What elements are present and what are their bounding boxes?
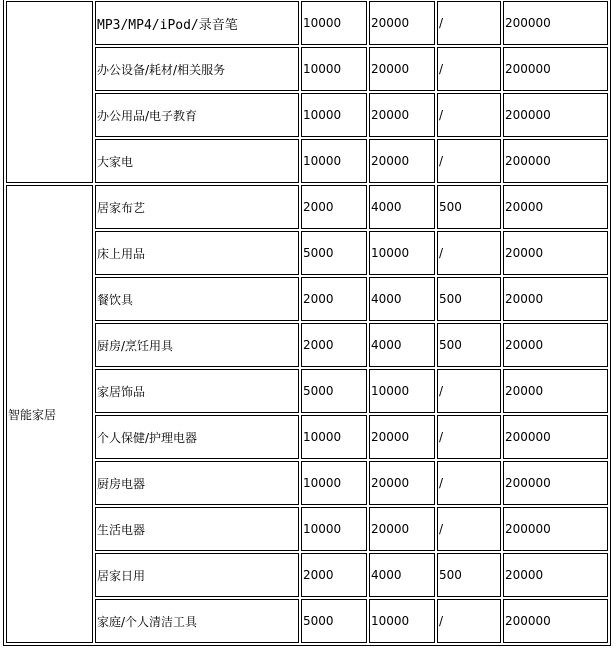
value-cell-col1: 10000 [301, 47, 367, 91]
table-row [6, 553, 608, 597]
value-cell-col1: 10000 [301, 507, 367, 551]
value-cell-col3: / [437, 1, 501, 45]
value-cell-col3: / [437, 507, 501, 551]
value-cell-col3: / [437, 231, 501, 275]
value-cell-col4: 20000 [503, 277, 608, 321]
value-cell-col2: 20000 [369, 139, 435, 183]
value-cell-col2: 4000 [369, 553, 435, 597]
subcategory-cell: 生活电器 [95, 507, 299, 551]
table-row [6, 93, 608, 137]
value-cell-col3: / [437, 461, 501, 505]
value-cell-col3: / [437, 415, 501, 459]
subcategory-cell: 餐饮具 [95, 277, 299, 321]
fee-table [3, 0, 611, 646]
value-cell-col2: 10000 [369, 599, 435, 643]
subcategory-cell: MP3/MP4/iPod/录音笔 [95, 1, 299, 45]
subcategory-cell: 床上用品 [95, 231, 299, 275]
value-cell-col3: / [437, 93, 501, 137]
table-row [6, 323, 608, 367]
value-cell-col3: 500 [437, 277, 501, 321]
value-cell-col3: / [437, 599, 501, 643]
table-row [6, 461, 608, 505]
value-cell-col4: 200000 [503, 415, 608, 459]
subcategory-cell: 厨房/烹饪用具 [95, 323, 299, 367]
value-cell-col1: 10000 [301, 415, 367, 459]
value-cell-col4: 20000 [503, 231, 608, 275]
value-cell-col4: 20000 [503, 553, 608, 597]
value-cell-col2: 20000 [369, 93, 435, 137]
value-cell-col2: 4000 [369, 277, 435, 321]
value-cell-col4: 20000 [503, 185, 608, 229]
table-row [6, 415, 608, 459]
category-cell: 智能家居 [6, 185, 93, 643]
value-cell-col2: 20000 [369, 1, 435, 45]
value-cell-col1: 10000 [301, 139, 367, 183]
value-cell-col2: 4000 [369, 185, 435, 229]
value-cell-col2: 20000 [369, 461, 435, 505]
value-cell-col1: 5000 [301, 231, 367, 275]
value-cell-col4: 200000 [503, 461, 608, 505]
value-cell-col4: 200000 [503, 47, 608, 91]
value-cell-col1: 2000 [301, 553, 367, 597]
value-cell-col2: 20000 [369, 47, 435, 91]
subcategory-cell: 居家布艺 [95, 185, 299, 229]
subcategory-cell: 家庭/个人清洁工具 [95, 599, 299, 643]
subcategory-cell: 办公用品/电子教育 [95, 93, 299, 137]
table-row [6, 47, 608, 91]
subcategory-cell: 家居饰品 [95, 369, 299, 413]
value-cell-col2: 4000 [369, 323, 435, 367]
table-row [6, 369, 608, 413]
value-cell-col3: 500 [437, 553, 501, 597]
value-cell-col4: 200000 [503, 599, 608, 643]
value-cell-col2: 10000 [369, 231, 435, 275]
value-cell-col1: 5000 [301, 369, 367, 413]
table-row [6, 185, 608, 229]
value-cell-col1: 5000 [301, 599, 367, 643]
value-cell-col1: 2000 [301, 277, 367, 321]
value-cell-col1: 10000 [301, 1, 367, 45]
table-row [6, 507, 608, 551]
value-cell-col3: 500 [437, 323, 501, 367]
value-cell-col4: 20000 [503, 369, 608, 413]
value-cell-col1: 10000 [301, 93, 367, 137]
value-cell-col4: 20000 [503, 323, 608, 367]
value-cell-col1: 10000 [301, 461, 367, 505]
value-cell-col3: / [437, 369, 501, 413]
value-cell-col3: 500 [437, 185, 501, 229]
value-cell-col4: 200000 [503, 507, 608, 551]
fee-table-container [3, 0, 611, 646]
table-row [6, 1, 608, 45]
table-row [6, 231, 608, 275]
table-row [6, 599, 608, 643]
value-cell-col4: 200000 [503, 1, 608, 45]
value-cell-col3: / [437, 47, 501, 91]
subcategory-cell: 个人保健/护理电器 [95, 415, 299, 459]
category-cell [6, 1, 93, 183]
subcategory-cell: 厨房电器 [95, 461, 299, 505]
table-row [6, 277, 608, 321]
value-cell-col4: 200000 [503, 139, 608, 183]
value-cell-col3: / [437, 139, 501, 183]
value-cell-col1: 2000 [301, 323, 367, 367]
table-row [6, 139, 608, 183]
value-cell-col2: 20000 [369, 415, 435, 459]
subcategory-cell: 居家日用 [95, 553, 299, 597]
value-cell-col2: 10000 [369, 369, 435, 413]
subcategory-cell: 大家电 [95, 139, 299, 183]
subcategory-cell: 办公设备/耗材/相关服务 [95, 47, 299, 91]
value-cell-col2: 20000 [369, 507, 435, 551]
value-cell-col1: 2000 [301, 185, 367, 229]
value-cell-col4: 200000 [503, 93, 608, 137]
